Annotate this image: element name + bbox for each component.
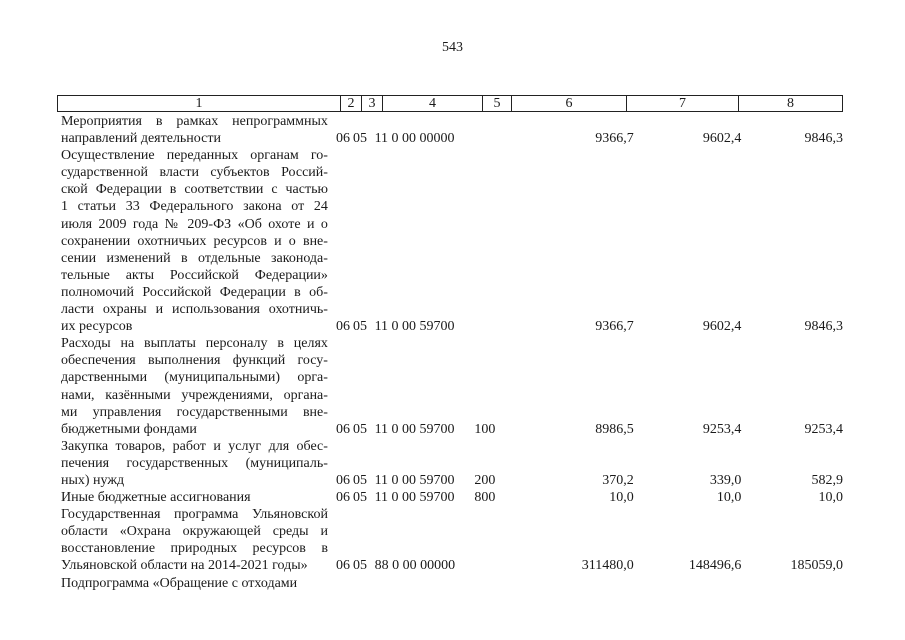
description-line: Государственная программа Ульяновской: [61, 507, 328, 523]
amount-col-8: 10,0: [818, 490, 843, 506]
expense-type-code: 200: [474, 472, 496, 488]
target-article-code: 11 0 00 59700: [374, 472, 455, 488]
amount-col-6: 10,0: [609, 490, 634, 506]
table-header-row: [57, 95, 843, 112]
target-article-code: 11 0 00 59700: [374, 490, 455, 506]
section-code: 06: [335, 490, 350, 506]
subsection-code: 05: [352, 319, 367, 335]
description-line: сении изменений в отдельные законода-: [61, 250, 328, 266]
description-line: сударственной власти субъектов Россий-: [61, 165, 328, 181]
amount-col-8: 9846,3: [804, 319, 843, 335]
description-line: ской Федерации в соответствии с частью: [61, 182, 328, 198]
description-line: бюджетными фондами: [61, 421, 197, 437]
amount-col-6: 9366,7: [595, 131, 634, 147]
description-line: Подпрограмма «Обращение с отходами: [61, 575, 298, 591]
row-description: [61, 335, 328, 438]
description-line: их ресурсов: [61, 319, 133, 335]
column-header-2: 2: [341, 96, 362, 111]
column-header-1: 1: [58, 96, 341, 111]
description-line: области «Охрана окружающей среды и: [61, 524, 328, 540]
subsection-code: 05: [352, 131, 367, 147]
section-code: 06: [335, 131, 350, 147]
expense-type-code: 100: [474, 421, 496, 437]
amount-col-7: 339,0: [709, 472, 742, 488]
table-row: [61, 147, 843, 335]
description-line: ми управления государственными вне-: [61, 404, 328, 420]
section-code: 06: [335, 421, 350, 437]
section-code: 06: [335, 558, 350, 574]
target-article-code: 88 0 00 00000: [374, 558, 456, 574]
table-row: [61, 489, 843, 506]
row-description: [61, 489, 328, 506]
subsection-code: 05: [352, 472, 367, 488]
amount-col-6: 8986,5: [595, 421, 634, 437]
column-header-8: 8: [787, 96, 794, 111]
description-line: июля 2009 года № 209-ФЗ «Об охоте и о: [61, 216, 328, 232]
column-header-5: 5: [483, 96, 512, 111]
table-row: [61, 335, 843, 438]
amount-col-6: 9366,7: [595, 319, 634, 335]
amount-col-8: 582,9: [811, 472, 843, 488]
amount-col-7: 148496,6: [688, 558, 742, 574]
expense-type-code: 800: [474, 490, 496, 506]
page-number: 543: [442, 40, 463, 55]
description-line: дарственными (муниципальными) орга-: [61, 370, 328, 386]
description-line: Расходы на выплаты персоналу в целях: [61, 336, 328, 352]
column-header-3: 3: [362, 96, 383, 111]
row-description: [61, 506, 328, 574]
section-code: 06: [335, 319, 350, 335]
description-line: полномочий Российской Федерации в об-: [61, 284, 328, 300]
row-description: [61, 438, 328, 489]
description-line: обеспечения выполнения функций госу-: [61, 353, 328, 369]
table-body: [61, 113, 843, 592]
description-line: ных) нужд: [61, 472, 125, 488]
column-header-6: 6: [512, 96, 627, 111]
row-description: [61, 147, 328, 335]
target-article-code: 11 0 00 59700: [374, 319, 455, 335]
table-row: [61, 575, 843, 592]
row-description: [61, 575, 328, 592]
description-line: Осуществление переданных органам го-: [61, 148, 328, 164]
target-article-code: 11 0 00 59700: [374, 421, 455, 437]
description-line: Иные бюджетные ассигнования: [61, 490, 251, 506]
column-header-7: 7: [627, 96, 739, 111]
amount-col-8: 9253,4: [804, 421, 843, 437]
amount-col-7: 10,0: [716, 490, 742, 506]
description-line: ласти охраны и использования охотничь-: [61, 302, 328, 318]
description-line: тельные акты Российской Федерации»: [61, 267, 328, 283]
description-line: восстановление природных ресурсов в: [61, 541, 328, 557]
section-code: 06: [335, 472, 350, 488]
amount-col-7: 9253,4: [702, 421, 742, 437]
amount-col-6: 311480,0: [581, 558, 634, 574]
amount-col-8: 185059,0: [790, 558, 843, 574]
table-row: [61, 438, 843, 489]
table-row: [61, 506, 843, 574]
target-article-code: 11 0 00 00000: [374, 131, 455, 147]
amount-col-7: 9602,4: [702, 319, 742, 335]
row-description: [61, 113, 328, 147]
column-header-4: 4: [383, 96, 483, 111]
subsection-code: 05: [352, 421, 367, 437]
description-line: Ульяновской области на 2014-2021 годы»: [61, 558, 308, 574]
amount-col-6: 370,2: [602, 472, 634, 488]
description-line: Мероприятия в рамках непрограммных: [61, 114, 328, 129]
subsection-code: 05: [352, 490, 367, 506]
description-line: 1 статьи 33 Федерального закона от 24: [61, 199, 328, 215]
description-line: Закупка товаров, работ и услуг для обес-: [61, 438, 328, 454]
description-line: печения государственных (муниципаль-: [61, 455, 328, 471]
description-line: направлений деятельности: [61, 131, 221, 147]
description-line: сохранении охотничьих ресурсов и о вне-: [61, 233, 328, 249]
table-row: [61, 113, 843, 147]
subsection-code: 05: [352, 558, 367, 574]
amount-col-7: 9602,4: [702, 131, 742, 147]
description-line: нами, казёнными учреждениями, органа-: [61, 387, 328, 403]
amount-col-8: 9846,3: [804, 131, 843, 147]
